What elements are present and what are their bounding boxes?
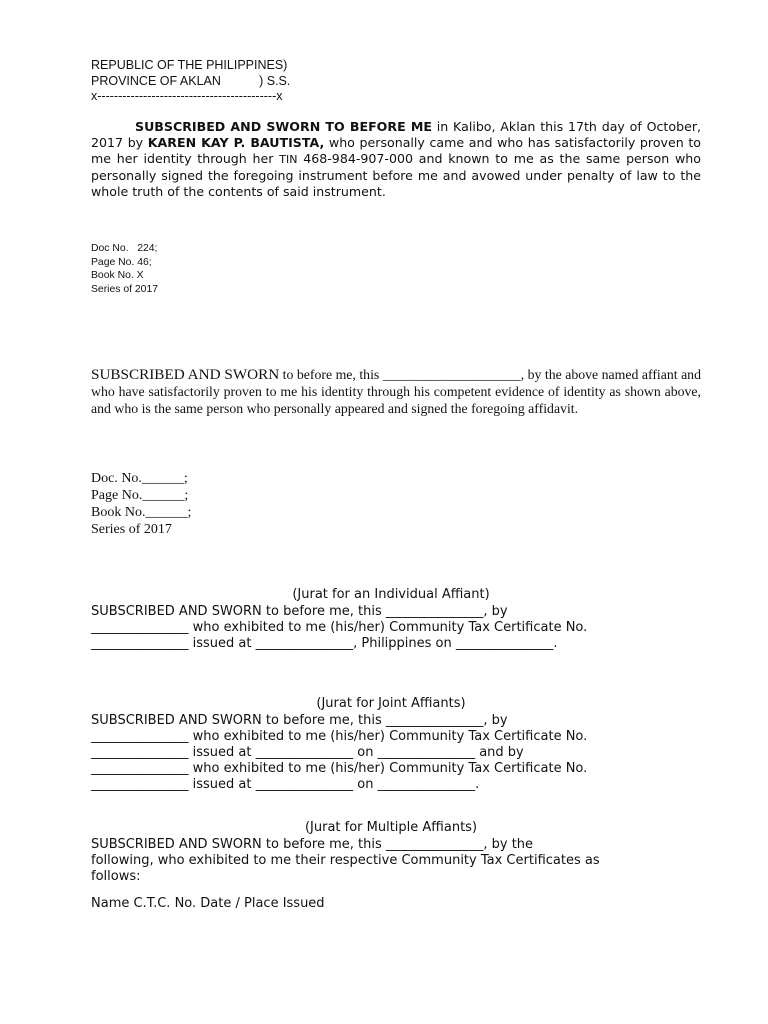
jurat-individual-line: _______________ who exhibited to me (his/her) Community Tax Certificate No. bbox=[91, 620, 588, 635]
venue-header bbox=[91, 58, 701, 105]
jurat-text-a: in Kalibo, Aklan this 17th day of October, 2017 by bbox=[91, 119, 701, 150]
header-republic: REPUBLIC OF THE PHILIPPINES) bbox=[91, 58, 288, 72]
jurat-joint-body bbox=[91, 713, 701, 793]
page-no-blank: Page No.______; bbox=[91, 488, 189, 503]
series-blank: Series of 2017 bbox=[91, 522, 172, 537]
sworn-lead: SUBSCRIBED AND SWORN bbox=[91, 366, 280, 383]
jurat-joint-line: _______________ who exhibited to me (his/her) Community Tax Certificate No. bbox=[91, 761, 588, 776]
jurat-multiple-line: SUBSCRIBED AND SWORN to before me, this _______________, by the bbox=[91, 837, 534, 852]
jurat-joint-line: _______________ issued at _______________ on _______________ and by bbox=[91, 745, 524, 760]
series: Series of 2017 bbox=[91, 283, 159, 295]
jurat-multiple-line: follows: bbox=[91, 869, 141, 884]
jurat-multiple-line: following, who exhibited to me their respective Community Tax Certificates as bbox=[91, 853, 600, 868]
jurat-joint-line: SUBSCRIBED AND SWORN to before me, this _______________, by bbox=[91, 713, 508, 728]
doc-no-blank: Doc. No.______; bbox=[91, 471, 188, 486]
header-separator: x-------------------------------------------x bbox=[91, 89, 283, 103]
jurat-joint-line: _______________ issued at _______________ on _______________. bbox=[91, 777, 480, 792]
jurat-text-b: who personally came and who has satisfactorily proven to me her identity through her bbox=[91, 135, 702, 166]
tin-label: TIN bbox=[279, 153, 298, 166]
jurat-lead-bold: SUBSCRIBED AND SWORN TO BEFORE ME bbox=[135, 119, 432, 134]
affiant-name: KAREN KAY P. BAUTISTA, bbox=[147, 135, 325, 150]
jurat-joint-line: _______________ who exhibited to me (his/her) Community Tax Certificate No. bbox=[91, 729, 588, 744]
jurat-individual-line: SUBSCRIBED AND SWORN to before me, this _______________, by bbox=[91, 604, 508, 619]
book-no: Book No. X bbox=[91, 270, 144, 282]
jurat-multiple-body bbox=[91, 837, 701, 885]
jurat-multiple-title: (Jurat for Multiple Affiants) bbox=[304, 820, 478, 835]
notarial-register-2 bbox=[91, 470, 701, 538]
jurat-individual-line: _______________ issued at _______________, Philippines on _______________. bbox=[91, 636, 558, 651]
jurat-individual-title: (Jurat for an Individual Affiant) bbox=[292, 587, 490, 602]
affiants-table-header: Name C.T.C. No. Date / Place Issued bbox=[91, 896, 325, 911]
jurat-joint-title: (Jurat for Joint Affiants) bbox=[316, 696, 466, 711]
notarial-register-1 bbox=[91, 242, 701, 296]
sworn-text: to before me, this ____________________, by the above named affiant and who have satisfactorily proven to me his identity through his competent evidence of identity as shown above, and who is the same person who personally appeared and signed the foregoing affidavit. bbox=[91, 367, 701, 416]
jurat-paragraph-1 bbox=[91, 119, 701, 200]
doc-no: Doc No. 224; bbox=[91, 243, 158, 254]
book-no-blank: Book No.______; bbox=[91, 505, 192, 520]
jurat-individual-body bbox=[91, 604, 701, 652]
page-no: Page No. 46; bbox=[91, 256, 152, 268]
jurat-paragraph-2 bbox=[91, 366, 701, 417]
jurat-text-c: 468-984-907-000 and known to me as the same person who personally signed the foregoing instrument before me and avowed under penalty of law to the whole truth of the contents of said instrument. bbox=[91, 151, 701, 199]
header-province: PROVINCE OF AKLAN ) S.S. bbox=[91, 73, 291, 88]
